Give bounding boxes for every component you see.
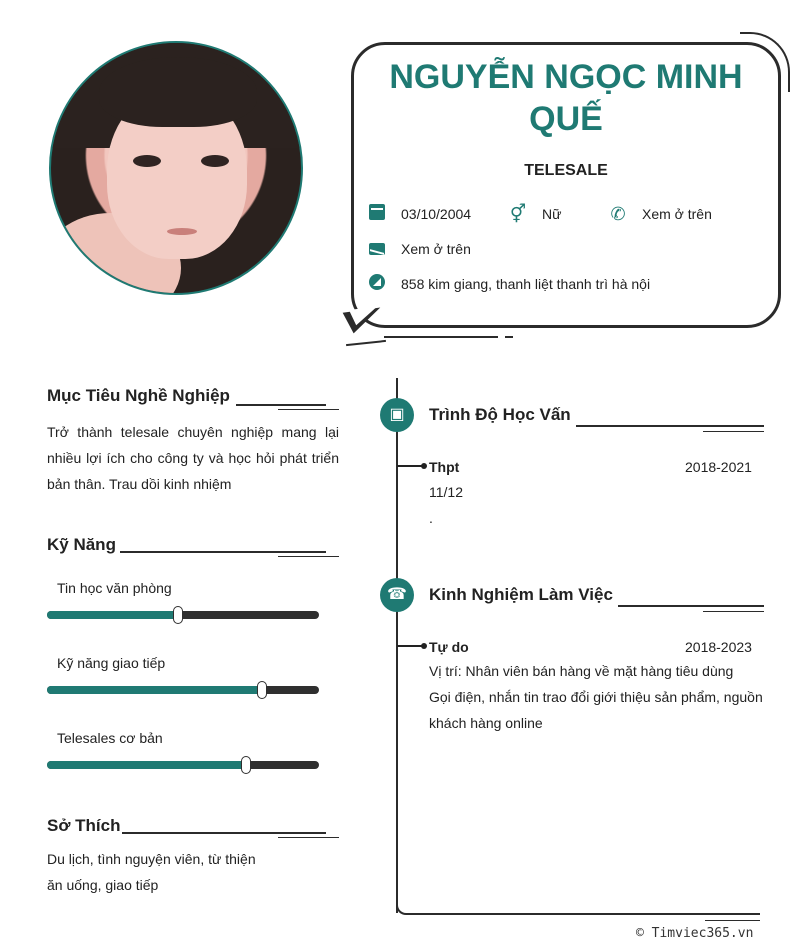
email-value: Xem ở trên bbox=[401, 241, 471, 257]
job-title: TELESALE bbox=[524, 162, 608, 179]
profile-photo bbox=[49, 41, 303, 295]
section-rule bbox=[120, 551, 326, 553]
skill-knob bbox=[173, 606, 183, 624]
address-row bbox=[367, 274, 650, 294]
entry-connector bbox=[397, 465, 423, 467]
section-rule-dash bbox=[278, 837, 339, 838]
experience-detail-2: Gọi điện, nhắn tin trao đổi giới thiệu sản phẩm, nguồn khách hàng online bbox=[429, 689, 763, 731]
education-detail-1: 11/12 bbox=[429, 484, 463, 500]
email-row bbox=[367, 239, 471, 259]
education-school: Thpt bbox=[429, 459, 460, 475]
name-line-1: NGUYỄN NGỌC MINH bbox=[389, 58, 743, 96]
hobbies-line-1: Du lịch, tình nguyện viên, từ thiện bbox=[47, 851, 256, 867]
skills-title: Kỹ Năng bbox=[47, 535, 116, 554]
objective-title: Mục Tiêu Nghề Nghiệp bbox=[47, 386, 230, 405]
birthday-row bbox=[367, 204, 471, 224]
location-icon bbox=[367, 274, 387, 294]
footer-credit: © Timviec365.vn bbox=[636, 926, 754, 941]
experience-company: Tự do bbox=[429, 639, 469, 655]
contact-icon: ☎ bbox=[380, 578, 414, 612]
section-rule bbox=[122, 832, 326, 834]
phone-icon: ✆ bbox=[610, 204, 626, 224]
hobbies-title: Sở Thích bbox=[47, 816, 121, 835]
skill-label-3: Telesales cơ bản bbox=[57, 730, 163, 746]
education-detail-2: . bbox=[429, 510, 433, 526]
bubble-underline-dash bbox=[505, 336, 513, 338]
education-period: 2018-2021 bbox=[685, 459, 752, 475]
calendar-icon bbox=[367, 204, 387, 224]
entry-connector bbox=[397, 645, 423, 647]
objective-text: Trở thành telesale chuyên nghiệp mang lại nhiều lợi ích cho công ty và học hỏi phát triển bản thân. Trau dồi kinh nhiệm bbox=[47, 424, 339, 492]
bubble-tail-line bbox=[346, 340, 386, 346]
experience-detail-1: Vị trí: Nhân viên bán hàng về mặt hàng tiêu dùng bbox=[429, 663, 734, 679]
timeline-bottom-dash bbox=[705, 920, 760, 921]
section-rule-dash bbox=[703, 611, 764, 612]
section-rule bbox=[618, 605, 764, 607]
skill-fill bbox=[47, 761, 246, 769]
gender-row bbox=[508, 204, 561, 224]
bubble-underline bbox=[384, 336, 498, 338]
phone-value: Xem ở trên bbox=[642, 206, 712, 222]
skill-knob bbox=[241, 756, 251, 774]
hobbies-line-2: ăn uống, giao tiếp bbox=[47, 877, 159, 893]
timeline-bottom bbox=[406, 913, 760, 915]
section-rule bbox=[236, 404, 326, 406]
phone-row bbox=[608, 204, 712, 224]
skill-fill bbox=[47, 611, 178, 619]
skill-bar-1 bbox=[47, 611, 319, 619]
name-line-2: QUẾ bbox=[529, 100, 603, 138]
skill-fill bbox=[47, 686, 262, 694]
email-icon bbox=[367, 239, 387, 259]
skill-label-2: Kỹ năng giao tiếp bbox=[57, 655, 166, 671]
address-value: 858 kim giang, thanh liệt thanh trì hà nội bbox=[401, 276, 651, 292]
education-title: Trình Độ Học Vấn bbox=[429, 405, 571, 424]
briefcase-icon: ▣ bbox=[380, 398, 414, 432]
experience-period: 2018-2023 bbox=[685, 639, 752, 655]
section-rule-dash bbox=[278, 409, 339, 410]
candidate-name bbox=[351, 56, 781, 140]
section-rule-dash bbox=[703, 431, 764, 432]
skill-label-1: Tin học văn phòng bbox=[57, 580, 172, 596]
skill-bar-2 bbox=[47, 686, 319, 694]
gender-icon: ⚥ bbox=[509, 204, 527, 224]
gender-value: Nữ bbox=[542, 206, 562, 222]
skill-knob bbox=[257, 681, 267, 699]
section-rule-dash bbox=[278, 556, 339, 557]
experience-title: Kinh Nghiệm Làm Việc bbox=[429, 585, 613, 604]
section-rule bbox=[576, 425, 764, 427]
skill-bar-3 bbox=[47, 761, 319, 769]
birthday-value: 03/10/2004 bbox=[401, 206, 472, 222]
